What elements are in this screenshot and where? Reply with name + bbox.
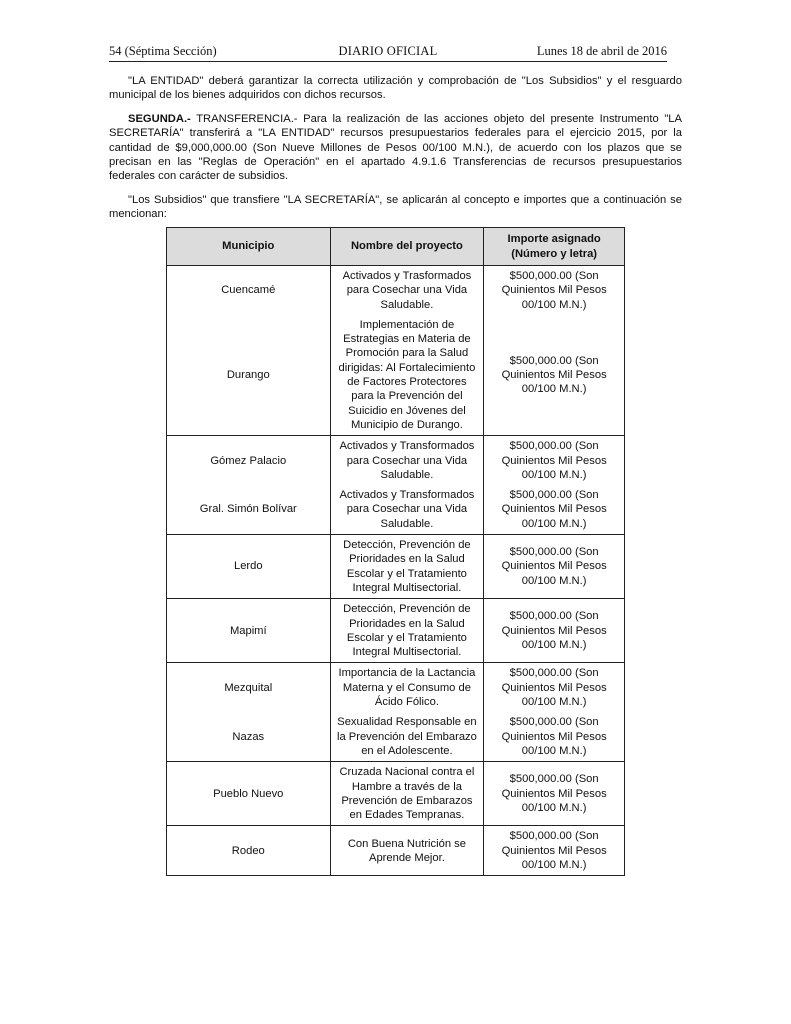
proyecto-cell: Con Buena Nutrición se Aprende Mejor. bbox=[330, 826, 484, 876]
clause-heading: SEGUNDA.- bbox=[128, 113, 191, 125]
importe-cell: $500,000.00 (Son Quinientos Mil Pesos 00/100 M.N.) bbox=[484, 535, 625, 599]
column-header-municipio: Municipio bbox=[167, 228, 331, 266]
table-row bbox=[167, 485, 625, 534]
importe-cell: $500,000.00 (Son Quinientos Mil Pesos 00/100 M.N.) bbox=[484, 762, 625, 826]
municipio-cell: Nazas bbox=[167, 712, 331, 761]
municipio-cell: Lerdo bbox=[167, 535, 331, 599]
table-row bbox=[167, 762, 625, 826]
table-row bbox=[167, 599, 625, 663]
municipio-cell: Rodeo bbox=[167, 826, 331, 876]
column-header-proyecto: Nombre del proyecto bbox=[330, 228, 484, 266]
clause-body: TRANSFERENCIA.- Para la realización de las acciones objeto del presente Instrumento "LA SECRETARÍA" transferirá a "LA ENTIDAD" recursos presupuestarios federales para el ejercicio 2015, por la cantidad de $9,000,000.00 (Son Nueve Millones de Pesos 00/100 M.N.), de acuerdo con los plazos que se precisan en las "Reglas de Operación" en el apartado 4.9.1.6 Transferencias de recursos presupuestarios federales con carácter de subsidios. bbox=[109, 113, 682, 183]
header-divider bbox=[109, 61, 667, 62]
proyecto-cell: Detección, Prevención de Prioridades en la Salud Escolar y el Tratamiento Integral Multisectorial. bbox=[330, 599, 484, 663]
importe-cell: $500,000.00 (Son Quinientos Mil Pesos 00/100 M.N.) bbox=[484, 436, 625, 485]
publication-date: Lunes 18 de abril de 2016 bbox=[536, 44, 667, 58]
importe-cell: $500,000.00 (Son Quinientos Mil Pesos 00/100 M.N.) bbox=[484, 485, 625, 534]
proyecto-cell: Sexualidad Responsable en la Prevención del Embarazo en el Adolescente. bbox=[330, 712, 484, 761]
importe-cell: $500,000.00 (Son Quinientos Mil Pesos 00/100 M.N.) bbox=[484, 599, 625, 663]
subsidies-table bbox=[166, 227, 625, 876]
importe-cell: $500,000.00 (Son Quinientos Mil Pesos 00/100 M.N.) bbox=[484, 826, 625, 876]
municipio-cell: Cuencamé bbox=[167, 266, 331, 315]
table-row bbox=[167, 315, 625, 436]
municipio-cell: Pueblo Nuevo bbox=[167, 762, 331, 826]
proyecto-cell: Activados y Trasformados para Cosechar una Vida Saludable. bbox=[330, 266, 484, 315]
municipio-cell: Durango bbox=[167, 315, 331, 436]
page-header bbox=[109, 40, 667, 60]
table-row bbox=[167, 663, 625, 712]
municipio-cell: Mezquital bbox=[167, 663, 331, 712]
importe-cell: $500,000.00 (Son Quinientos Mil Pesos 00/100 M.N.) bbox=[484, 663, 625, 712]
importe-cell: $500,000.00 (Son Quinientos Mil Pesos 00/100 M.N.) bbox=[484, 315, 625, 436]
proyecto-cell: Detección, Prevención de Prioridades en la Salud Escolar y el Tratamiento Integral Multisectorial. bbox=[330, 535, 484, 599]
paragraph-entidad: "LA ENTIDAD" deberá garantizar la correcta utilización y comprobación de "Los Subsidios" y el resguardo municipal de los bienes adquiridos con dichos recursos. bbox=[109, 75, 682, 102]
publication-title: DIARIO OFICIAL bbox=[338, 44, 438, 58]
proyecto-cell: Importancia de la Lactancia Materna y el Consumo de Ácido Fólico. bbox=[330, 663, 484, 712]
proyecto-cell: Activados y Transformados para Cosechar una Vida Saludable. bbox=[330, 485, 484, 534]
table-row bbox=[167, 712, 625, 761]
table-row bbox=[167, 436, 625, 485]
municipio-cell: Gómez Palacio bbox=[167, 436, 331, 485]
table-row bbox=[167, 266, 625, 315]
paragraph-segunda bbox=[109, 112, 682, 183]
municipio-cell: Mapimí bbox=[167, 599, 331, 663]
column-header-importe: Importe asignado (Número y letra) bbox=[484, 228, 625, 266]
proyecto-cell: Activados y Transformados para Cosechar una Vida Saludable. bbox=[330, 436, 484, 485]
proyecto-cell: Cruzada Nacional contra el Hambre a través de la Prevención de Embarazos en Edades Tempranas. bbox=[330, 762, 484, 826]
table-row bbox=[167, 535, 625, 599]
proyecto-cell: Implementación de Estrategias en Materia de Promoción para la Salud dirigidas: Al Fortalecimiento de Factores Protectores para la Prevención del Suicidio en Jóvenes del Municipio de Durango. bbox=[330, 315, 484, 436]
page-number-section: 54 (Séptima Sección) bbox=[109, 44, 217, 58]
municipio-cell: Gral. Simón Bolívar bbox=[167, 485, 331, 534]
importe-cell: $500,000.00 (Son Quinientos Mil Pesos 00/100 M.N.) bbox=[484, 712, 625, 761]
paragraph-subsidios: "Los Subsidios" que transfiere "LA SECRETARÍA", se aplicarán al concepto e importes que a continuación se mencionan: bbox=[109, 194, 682, 221]
importe-cell: $500,000.00 (Son Quinientos Mil Pesos 00/100 M.N.) bbox=[484, 266, 625, 315]
table-header-row bbox=[167, 228, 625, 266]
table-row bbox=[167, 826, 625, 876]
